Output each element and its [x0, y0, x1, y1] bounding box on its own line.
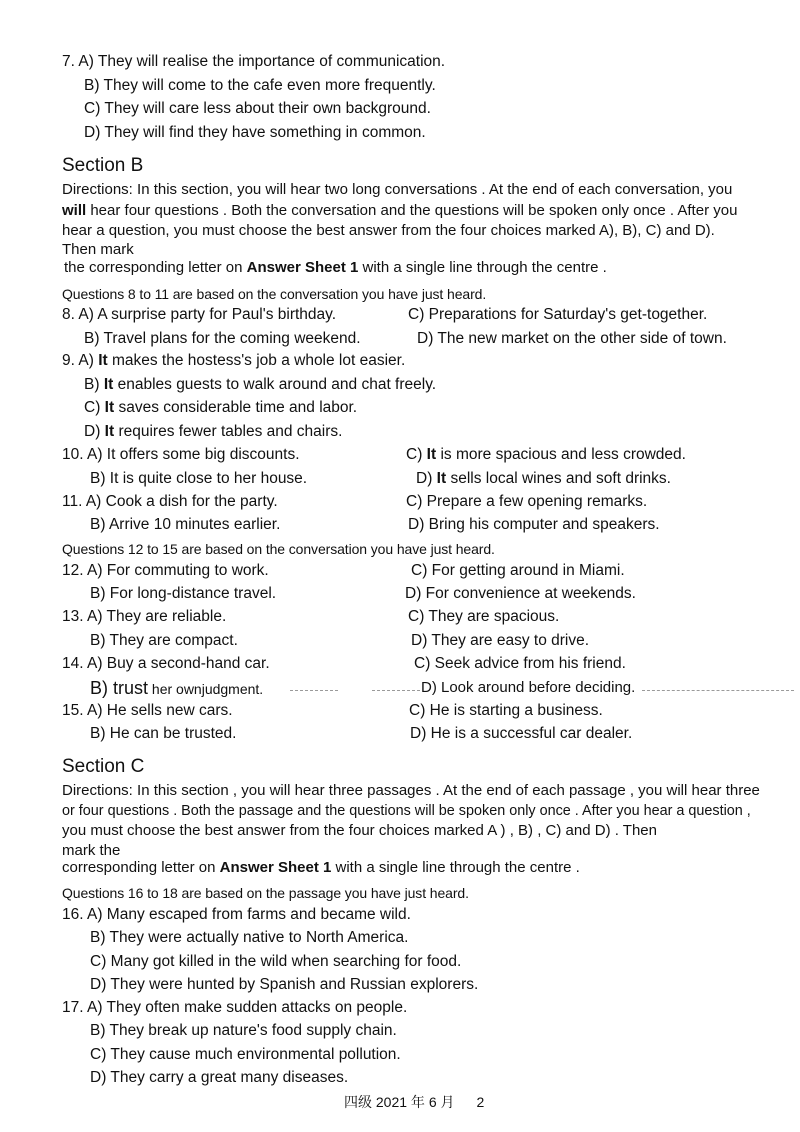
q8-option-b: B) Travel plans for the coming weekend. [84, 330, 361, 347]
directions-text: hear four questions . Both the conversation and the questions will be spoken only once . After you [86, 202, 738, 219]
option-text: is more spacious and less crowded. [436, 446, 686, 463]
q9-option-c [84, 398, 357, 418]
q9-option-b [84, 375, 436, 395]
q12-option-c: C) For getting around in Miami. [411, 562, 625, 579]
option-bold: It [436, 470, 447, 487]
q14-option-c: C) Seek advice from his friend. [414, 655, 626, 672]
scan-artifact-dashes [290, 690, 338, 691]
q16-option-d: D) They were hunted by Spanish and Russian explorers. [90, 976, 479, 993]
q13-option-d: D) They are easy to drive. [411, 632, 590, 649]
directions-text: corresponding letter on [62, 859, 220, 876]
q8-option-d: D) The new market on the other side of town. [417, 330, 727, 347]
section-b-directions-line4: Then mark [62, 241, 134, 258]
directions-label: Directions: [62, 782, 133, 799]
option-bold: It [103, 376, 114, 393]
scan-artifact-dashes [642, 690, 794, 691]
section-c-directions-line1 [62, 781, 760, 801]
option-bold: It [104, 423, 115, 440]
q8-option-c: C) Preparations for Saturday's get-together. [408, 306, 708, 323]
section-c-directions-line3: you must choose the best answer from the four choices marked A ) , B) , C) and D) . Then [62, 822, 657, 839]
option-text: makes the hostess's job a whole lot easier. [107, 352, 406, 369]
option-label: D) [416, 470, 437, 487]
directions-label: Directions: [62, 181, 133, 198]
answer-sheet-label: Answer Sheet 1 [219, 859, 332, 876]
section-c-directions-line5 [62, 858, 580, 878]
q17-option-b: B) They break up nature's food supply chain. [90, 1022, 397, 1039]
q11-option-b: B) Arrive 10 minutes earlier. [90, 516, 281, 533]
option-text: saves considerable time and labor. [114, 399, 358, 416]
page-number: 2 [476, 1094, 485, 1110]
q8-option-a: 8. A) A surprise party for Paul's birthday. [62, 306, 337, 323]
section-b-title: Section B [62, 155, 144, 176]
q14-option-d: D) Look around before deciding. [421, 679, 636, 696]
q12-option-d: D) For convenience at weekends. [405, 585, 636, 602]
section-b-directions-line3: hear a question, you must choose the best answer from the four choices marked A), B), C) and D). [62, 222, 715, 239]
question-group-heading-12-15: Questions 12 to 15 are based on the conversation you have just heard. [62, 541, 495, 557]
q14-option-a: 14. A) Buy a second-hand car. [62, 655, 270, 672]
directions-text: In this section , you will hear three passages . At the end of each passage , you will hear three [132, 782, 760, 799]
scan-artifact-dashes [372, 690, 420, 691]
directions-bold-will: will [62, 202, 87, 219]
option-text: requires fewer tables and chairs. [114, 423, 343, 440]
q15-option-c: C) He is starting a business. [409, 702, 603, 719]
option-bold: It [426, 446, 437, 463]
option-text: her ownjudgment. [148, 681, 264, 697]
option-text: sells local wines and soft drinks. [446, 470, 671, 487]
page-footer [344, 1093, 484, 1111]
q10-option-c [406, 445, 686, 465]
question-group-heading-8-11: Questions 8 to 11 are based on the conversation you have just heard. [62, 286, 487, 302]
q16-option-a: 16. A) Many escaped from farms and became wild. [62, 906, 411, 923]
option-bold: It [104, 399, 115, 416]
option-text: enables guests to walk around and chat freely. [113, 376, 437, 393]
question-group-heading-16-18: Questions 16 to 18 are based on the passage you have just heard. [62, 885, 469, 901]
answer-sheet-label: Answer Sheet 1 [246, 259, 359, 276]
q9-option-d [84, 422, 342, 442]
q11-option-c: C) Prepare a few opening remarks. [406, 493, 648, 510]
q9-option-a [62, 351, 405, 371]
q7-option-c: C) They will care less about their own background. [84, 100, 431, 117]
option-bold: It [98, 352, 108, 369]
section-c-directions-line2: or four questions . Both the passage and the questions will be spoken only once . After you hear a question , [62, 803, 751, 819]
q11-option-d: D) Bring his computer and speakers. [408, 516, 660, 533]
option-label: C) [406, 446, 427, 463]
option-label: 9. A) [62, 352, 99, 369]
directions-text: with a single line through the centre . [331, 859, 580, 876]
section-b-directions-line2 [62, 201, 737, 221]
q13-option-c: C) They are spacious. [408, 608, 560, 625]
q7-option-d: D) They will find they have something in common. [84, 124, 426, 141]
q7-option-b: B) They will come to the cafe even more frequently. [84, 77, 436, 94]
q10-option-a: 10. A) It offers some big discounts. [62, 446, 300, 463]
section-c-directions-line4: mark the [62, 842, 121, 859]
q16-option-b: B) They were actually native to North America. [90, 929, 409, 946]
q7-option-a: 7. A) They will realise the importance of communication. [62, 53, 446, 70]
q10-option-b: B) It is quite close to her house. [90, 470, 308, 487]
q17-option-d: D) They carry a great many diseases. [90, 1069, 349, 1086]
directions-text: the corresponding letter on [64, 259, 247, 276]
q14-option-b [90, 678, 263, 700]
q13-option-b: B) They are compact. [90, 632, 238, 649]
option-label: C) [84, 399, 105, 416]
section-b-directions-line5 [64, 258, 607, 278]
directions-text: with a single line through the centre . [358, 259, 607, 276]
q12-option-b: B) For long-distance travel. [90, 585, 277, 602]
q17-option-a: 17. A) They often make sudden attacks on people. [62, 999, 408, 1016]
q16-option-c: C) Many got killed in the wild when searching for food. [90, 953, 462, 970]
q17-option-c: C) They cause much environmental pollution. [90, 1046, 401, 1063]
q10-option-d [416, 469, 671, 489]
exam-date: 四级 2021 年 6 月 [344, 1094, 455, 1110]
section-c-title: Section C [62, 756, 145, 777]
q15-option-b: B) He can be trusted. [90, 725, 237, 742]
directions-text: In this section, you will hear two long conversations . At the end of each conversation, you [132, 181, 733, 198]
q15-option-d: D) He is a successful car dealer. [410, 725, 633, 742]
q12-option-a: 12. A) For commuting to work. [62, 562, 269, 579]
option-label: D) [84, 423, 105, 440]
section-b-directions-line1 [62, 180, 732, 200]
q11-option-a: 11. A) Cook a dish for the party. [62, 493, 278, 510]
q13-option-a: 13. A) They are reliable. [62, 608, 227, 625]
option-label-enlarged: B) trust [90, 678, 149, 698]
option-label: B) [84, 376, 104, 393]
q15-option-a: 15. A) He sells new cars. [62, 702, 233, 719]
